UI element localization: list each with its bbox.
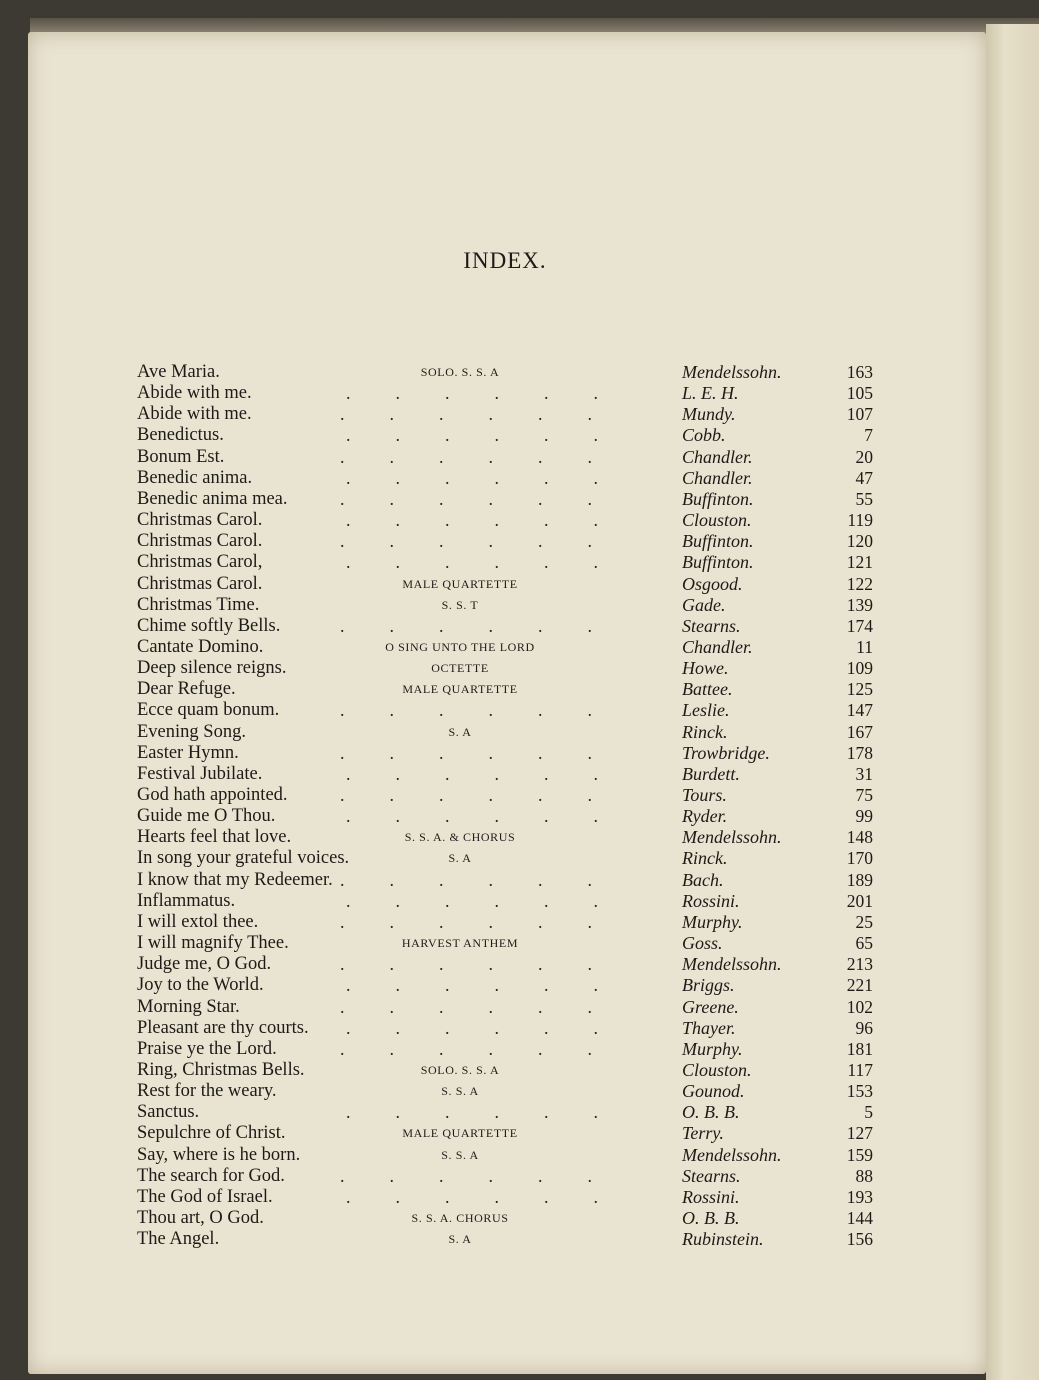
entry-title: The search for God.: [137, 1165, 285, 1186]
entry-title: Christmas Carol.: [137, 573, 263, 594]
entry-title: Evening Song.: [137, 721, 246, 742]
entry-page-number: 107: [846, 404, 873, 425]
index-entry: [0, 383, 1039, 404]
entry-voicing: OCTETTE: [431, 661, 489, 676]
entry-page-number: 139: [846, 594, 873, 615]
entry-title: Dear Refuge.: [137, 679, 236, 700]
entry-title: Abide with me.: [137, 383, 252, 404]
entry-title: Chime softly Bells.: [137, 615, 281, 636]
index-entry: [0, 616, 1039, 637]
entry-composer: Leslie.: [682, 700, 730, 721]
index-entry: [0, 806, 1039, 827]
entry-voicing: S. S. A. CHORUS: [411, 1211, 509, 1225]
entry-page-number: 65: [855, 933, 873, 954]
entry-title: Rest for the weary.: [137, 1081, 277, 1102]
entry-title: Christmas Carol.: [137, 531, 263, 552]
show-through-heading: [448, 152, 457, 173]
entry-title: Ave Maria.: [137, 362, 220, 382]
entry-page-number: 147: [846, 700, 873, 721]
entry-composer: Goss.: [682, 933, 723, 954]
entry-voicing: MALE QUARTETTE: [402, 576, 518, 591]
leader-dots: ......: [340, 742, 637, 763]
entry-page-number: 119: [847, 510, 873, 531]
index-entry: [0, 1081, 1039, 1102]
index-entry: [0, 1102, 1039, 1123]
index-entry: [0, 997, 1039, 1018]
entry-title: Abide with me.: [137, 404, 252, 425]
index-entry: [0, 425, 1039, 446]
entry-title: Cantate Domino.: [137, 636, 264, 657]
entry-voicing: SOLO. S. S. A: [420, 1062, 500, 1077]
entry-composer: Chandler.: [682, 467, 753, 488]
entry-page-number: 189: [846, 869, 873, 890]
entry-composer: Trowbridge.: [682, 742, 770, 763]
entry-title: I will magnify Thee.: [137, 933, 289, 954]
entry-composer: Briggs.: [682, 975, 735, 996]
entry-page-number: 120: [846, 531, 873, 552]
entry-page-number: 99: [855, 806, 873, 827]
entry-title: Thou art, O God.: [137, 1208, 264, 1228]
entry-composer: Rossini.: [682, 890, 740, 911]
index-entry: [0, 954, 1039, 975]
entry-page-number: 75: [855, 785, 873, 805]
entry-composer: Osgood.: [682, 573, 743, 594]
entry-composer: Battee.: [682, 679, 733, 700]
entry-title: Festival Jubilate.: [137, 763, 263, 784]
entry-composer: Rubinstein.: [682, 1229, 764, 1250]
leader-dots: ......: [340, 446, 637, 467]
entry-voicing: S. A: [448, 851, 472, 866]
entry-composer: O. B. B.: [682, 1208, 740, 1228]
index-entry: [0, 362, 1039, 383]
index-entry: [0, 679, 1039, 700]
entry-title: I will extol thee.: [137, 911, 259, 932]
leader-dots: ......: [346, 806, 643, 827]
entry-page-number: 156: [846, 1229, 873, 1250]
entry-page-number: 47: [855, 467, 873, 488]
entry-composer: Stearns.: [682, 1165, 741, 1186]
leader-dots: ......: [346, 890, 643, 911]
index-entry: [0, 574, 1039, 595]
index-entry: [0, 700, 1039, 721]
leader-dots: ......: [346, 763, 643, 784]
entry-page-number: 148: [846, 827, 873, 848]
entry-title: Easter Hymn.: [137, 742, 239, 763]
entry-composer: Terry.: [682, 1123, 724, 1144]
leader-dots: ......: [340, 996, 637, 1017]
entry-page-number: 117: [847, 1059, 873, 1080]
index-entry: [0, 912, 1039, 933]
entry-title: Ring, Christmas Bells.: [137, 1059, 305, 1080]
leader-dots: ......: [346, 975, 643, 996]
index-entry: [0, 552, 1039, 573]
index-entry: [0, 848, 1039, 869]
entry-composer: Mendelssohn.: [682, 362, 782, 382]
entry-page-number: 213: [846, 954, 873, 975]
entry-title: Pleasant are thy courts.: [137, 1017, 309, 1038]
entry-title: Ecce quam bonum.: [137, 700, 280, 721]
entry-voicing: S. S. A: [441, 1147, 479, 1162]
entry-title: The Angel.: [137, 1229, 220, 1250]
entry-page-number: 181: [846, 1038, 873, 1059]
index-entry: [0, 1018, 1039, 1039]
entry-composer: Clouston.: [682, 1059, 752, 1080]
entry-page-number: 201: [846, 890, 873, 911]
leader-dots: ......: [340, 869, 637, 890]
entry-page-number: 102: [846, 996, 873, 1017]
leader-dots: ......: [340, 1165, 637, 1186]
index-entry: [0, 1166, 1039, 1187]
index-entry: [0, 1187, 1039, 1208]
index-entry: [0, 1039, 1039, 1060]
entry-title: Benedic anima mea.: [137, 488, 288, 509]
entry-composer: Rossini.: [682, 1186, 740, 1207]
entry-composer: Rinck.: [682, 848, 728, 869]
entry-composer: Chandler.: [682, 636, 753, 657]
leader-dots: ......: [340, 615, 637, 636]
index-entry: [0, 764, 1039, 785]
entry-voicing: S. A: [448, 1232, 472, 1247]
entry-title: Christmas Time.: [137, 594, 260, 615]
entry-page-number: 7: [864, 425, 873, 446]
entry-page-number: 5: [864, 1102, 873, 1123]
entry-title: Sanctus.: [137, 1102, 200, 1123]
index-entry: [0, 1145, 1039, 1166]
entry-page-number: 159: [846, 1144, 873, 1165]
entry-title: The God of Israel.: [137, 1186, 273, 1207]
entry-composer: Buffinton.: [682, 531, 754, 552]
entry-title: Sepulchre of Christ.: [137, 1123, 286, 1144]
entry-page-number: 125: [846, 679, 873, 700]
entry-title: Benedictus.: [137, 425, 224, 446]
entry-voicing: S. S. T: [441, 597, 479, 612]
entry-page-number: 144: [846, 1208, 873, 1228]
leader-dots: ......: [346, 1186, 643, 1207]
entry-title: Praise ye the Lord.: [137, 1038, 277, 1059]
entry-title: Christmas Carol,: [137, 552, 263, 573]
entry-page-number: 96: [855, 1017, 873, 1038]
entry-composer: Cobb.: [682, 425, 726, 446]
index-entry: [0, 722, 1039, 743]
index-entry: [0, 891, 1039, 912]
entry-composer: Burdett.: [682, 763, 740, 784]
entry-title: God hath appointed.: [137, 785, 288, 805]
entry-page-number: 105: [846, 383, 873, 404]
entry-composer: Murphy.: [682, 1038, 743, 1059]
entry-voicing: SOLO. S. S. A: [420, 365, 500, 379]
entry-voicing: MALE QUARTETTE: [402, 682, 518, 697]
entry-composer: Howe.: [682, 658, 729, 679]
entry-title: Say, where is he born.: [137, 1144, 301, 1165]
index-entry: [0, 531, 1039, 552]
entry-composer: Mendelssohn.: [682, 1144, 782, 1165]
leader-dots: ......: [346, 1017, 643, 1038]
entry-title: Morning Star.: [137, 996, 240, 1017]
entry-composer: Ryder.: [682, 806, 728, 827]
entry-page-number: 193: [846, 1186, 873, 1207]
index-entry: [0, 468, 1039, 489]
entry-page-number: 174: [846, 615, 873, 636]
index-entry: [0, 447, 1039, 468]
entry-composer: Gounod.: [682, 1081, 745, 1102]
entry-page-number: 170: [846, 848, 873, 869]
index-entry: [0, 1123, 1039, 1144]
leader-dots: ......: [340, 1038, 637, 1059]
leader-dots: ......: [340, 911, 637, 932]
index-entry: [0, 743, 1039, 764]
entry-page-number: 163: [846, 362, 873, 382]
index-entry: [0, 510, 1039, 531]
index-entry: [0, 933, 1039, 954]
entry-voicing: S. S. A: [441, 1084, 479, 1099]
entry-page-number: 167: [846, 721, 873, 742]
entry-title: Benedic anima.: [137, 467, 253, 488]
index-entry: [0, 1208, 1039, 1229]
entry-voicing: HARVEST ANTHEM: [401, 936, 519, 951]
entry-page-number: 127: [846, 1123, 873, 1144]
entry-title: Christmas Carol.: [137, 510, 263, 531]
entry-composer: Mundy.: [682, 404, 736, 425]
entry-composer: Clouston.: [682, 510, 752, 531]
entry-title: Bonum Est.: [137, 446, 225, 467]
leader-dots: ......: [340, 785, 637, 805]
entry-composer: L. E. H.: [682, 383, 739, 404]
entry-composer: Tours.: [682, 785, 727, 805]
entry-page-number: 25: [855, 911, 873, 932]
entry-composer: Mendelssohn.: [682, 954, 782, 975]
entry-composer: Greene.: [682, 996, 739, 1017]
leader-dots: ......: [340, 700, 637, 721]
index-entry: [0, 1229, 1039, 1250]
entry-composer: Murphy.: [682, 911, 743, 932]
entry-page-number: 55: [855, 488, 873, 509]
entry-composer: Thayer.: [682, 1017, 736, 1038]
entry-composer: Rinck.: [682, 721, 728, 742]
entry-title: Guide me O Thou.: [137, 806, 276, 827]
index-entry: [0, 404, 1039, 425]
leader-dots: ......: [340, 531, 637, 552]
page-title: INDEX.: [463, 248, 547, 273]
entry-voicing: S. A: [448, 724, 472, 739]
index-entry: [0, 975, 1039, 996]
leader-dots: ......: [340, 954, 637, 975]
entry-voicing: MALE QUARTETTE: [402, 1126, 518, 1141]
entry-composer: Bach.: [682, 869, 724, 890]
entry-page-number: 221: [846, 975, 873, 996]
entry-page-number: 122: [846, 573, 873, 594]
entry-page-number: 20: [855, 446, 873, 467]
entry-composer: Mendelssohn.: [682, 827, 782, 848]
entry-title: Inflammatus.: [137, 890, 236, 911]
entry-composer: Gade.: [682, 594, 726, 615]
index-entry: [0, 595, 1039, 616]
index-entry: [0, 637, 1039, 658]
entry-page-number: 153: [846, 1081, 873, 1102]
entry-composer: Stearns.: [682, 615, 741, 636]
index-entry: [0, 785, 1039, 806]
entry-composer: Buffinton.: [682, 488, 754, 509]
entry-title: In song your grateful voices.: [137, 848, 350, 869]
entry-composer: Chandler.: [682, 446, 753, 467]
entry-page-number: 88: [855, 1165, 873, 1186]
entry-page-number: 121: [846, 552, 873, 573]
entry-voicing: S. S. A. & CHORUS: [404, 830, 516, 845]
entry-composer: Buffinton.: [682, 552, 754, 573]
entry-page-number: 11: [856, 636, 873, 657]
leader-dots: ......: [346, 467, 643, 488]
entry-title: Hearts feel that love.: [137, 827, 292, 848]
leader-dots: ......: [346, 510, 643, 531]
entry-composer: O. B. B.: [682, 1102, 740, 1123]
index-entry: [0, 489, 1039, 510]
index-entry: [0, 827, 1039, 848]
entry-title: Judge me, O God.: [137, 954, 272, 975]
leader-dots: ......: [340, 488, 637, 509]
entry-page-number: 109: [846, 658, 873, 679]
leader-dots: ......: [346, 425, 643, 446]
entry-title: Deep silence reigns.: [137, 658, 287, 679]
index-entry: [0, 1060, 1039, 1081]
entry-page-number: 178: [846, 742, 873, 763]
entry-title: I know that my Redeemer.: [137, 869, 333, 890]
index-entry: [0, 870, 1039, 891]
leader-dots: ......: [346, 383, 643, 404]
entry-voicing: O SING UNTO THE LORD: [385, 639, 535, 654]
entry-page-number: 31: [855, 763, 873, 784]
leader-dots: ......: [346, 552, 643, 573]
entry-title: Joy to the World.: [137, 975, 264, 996]
index-entry: [0, 658, 1039, 679]
leader-dots: ......: [340, 404, 637, 425]
leader-dots: ......: [346, 1102, 643, 1123]
